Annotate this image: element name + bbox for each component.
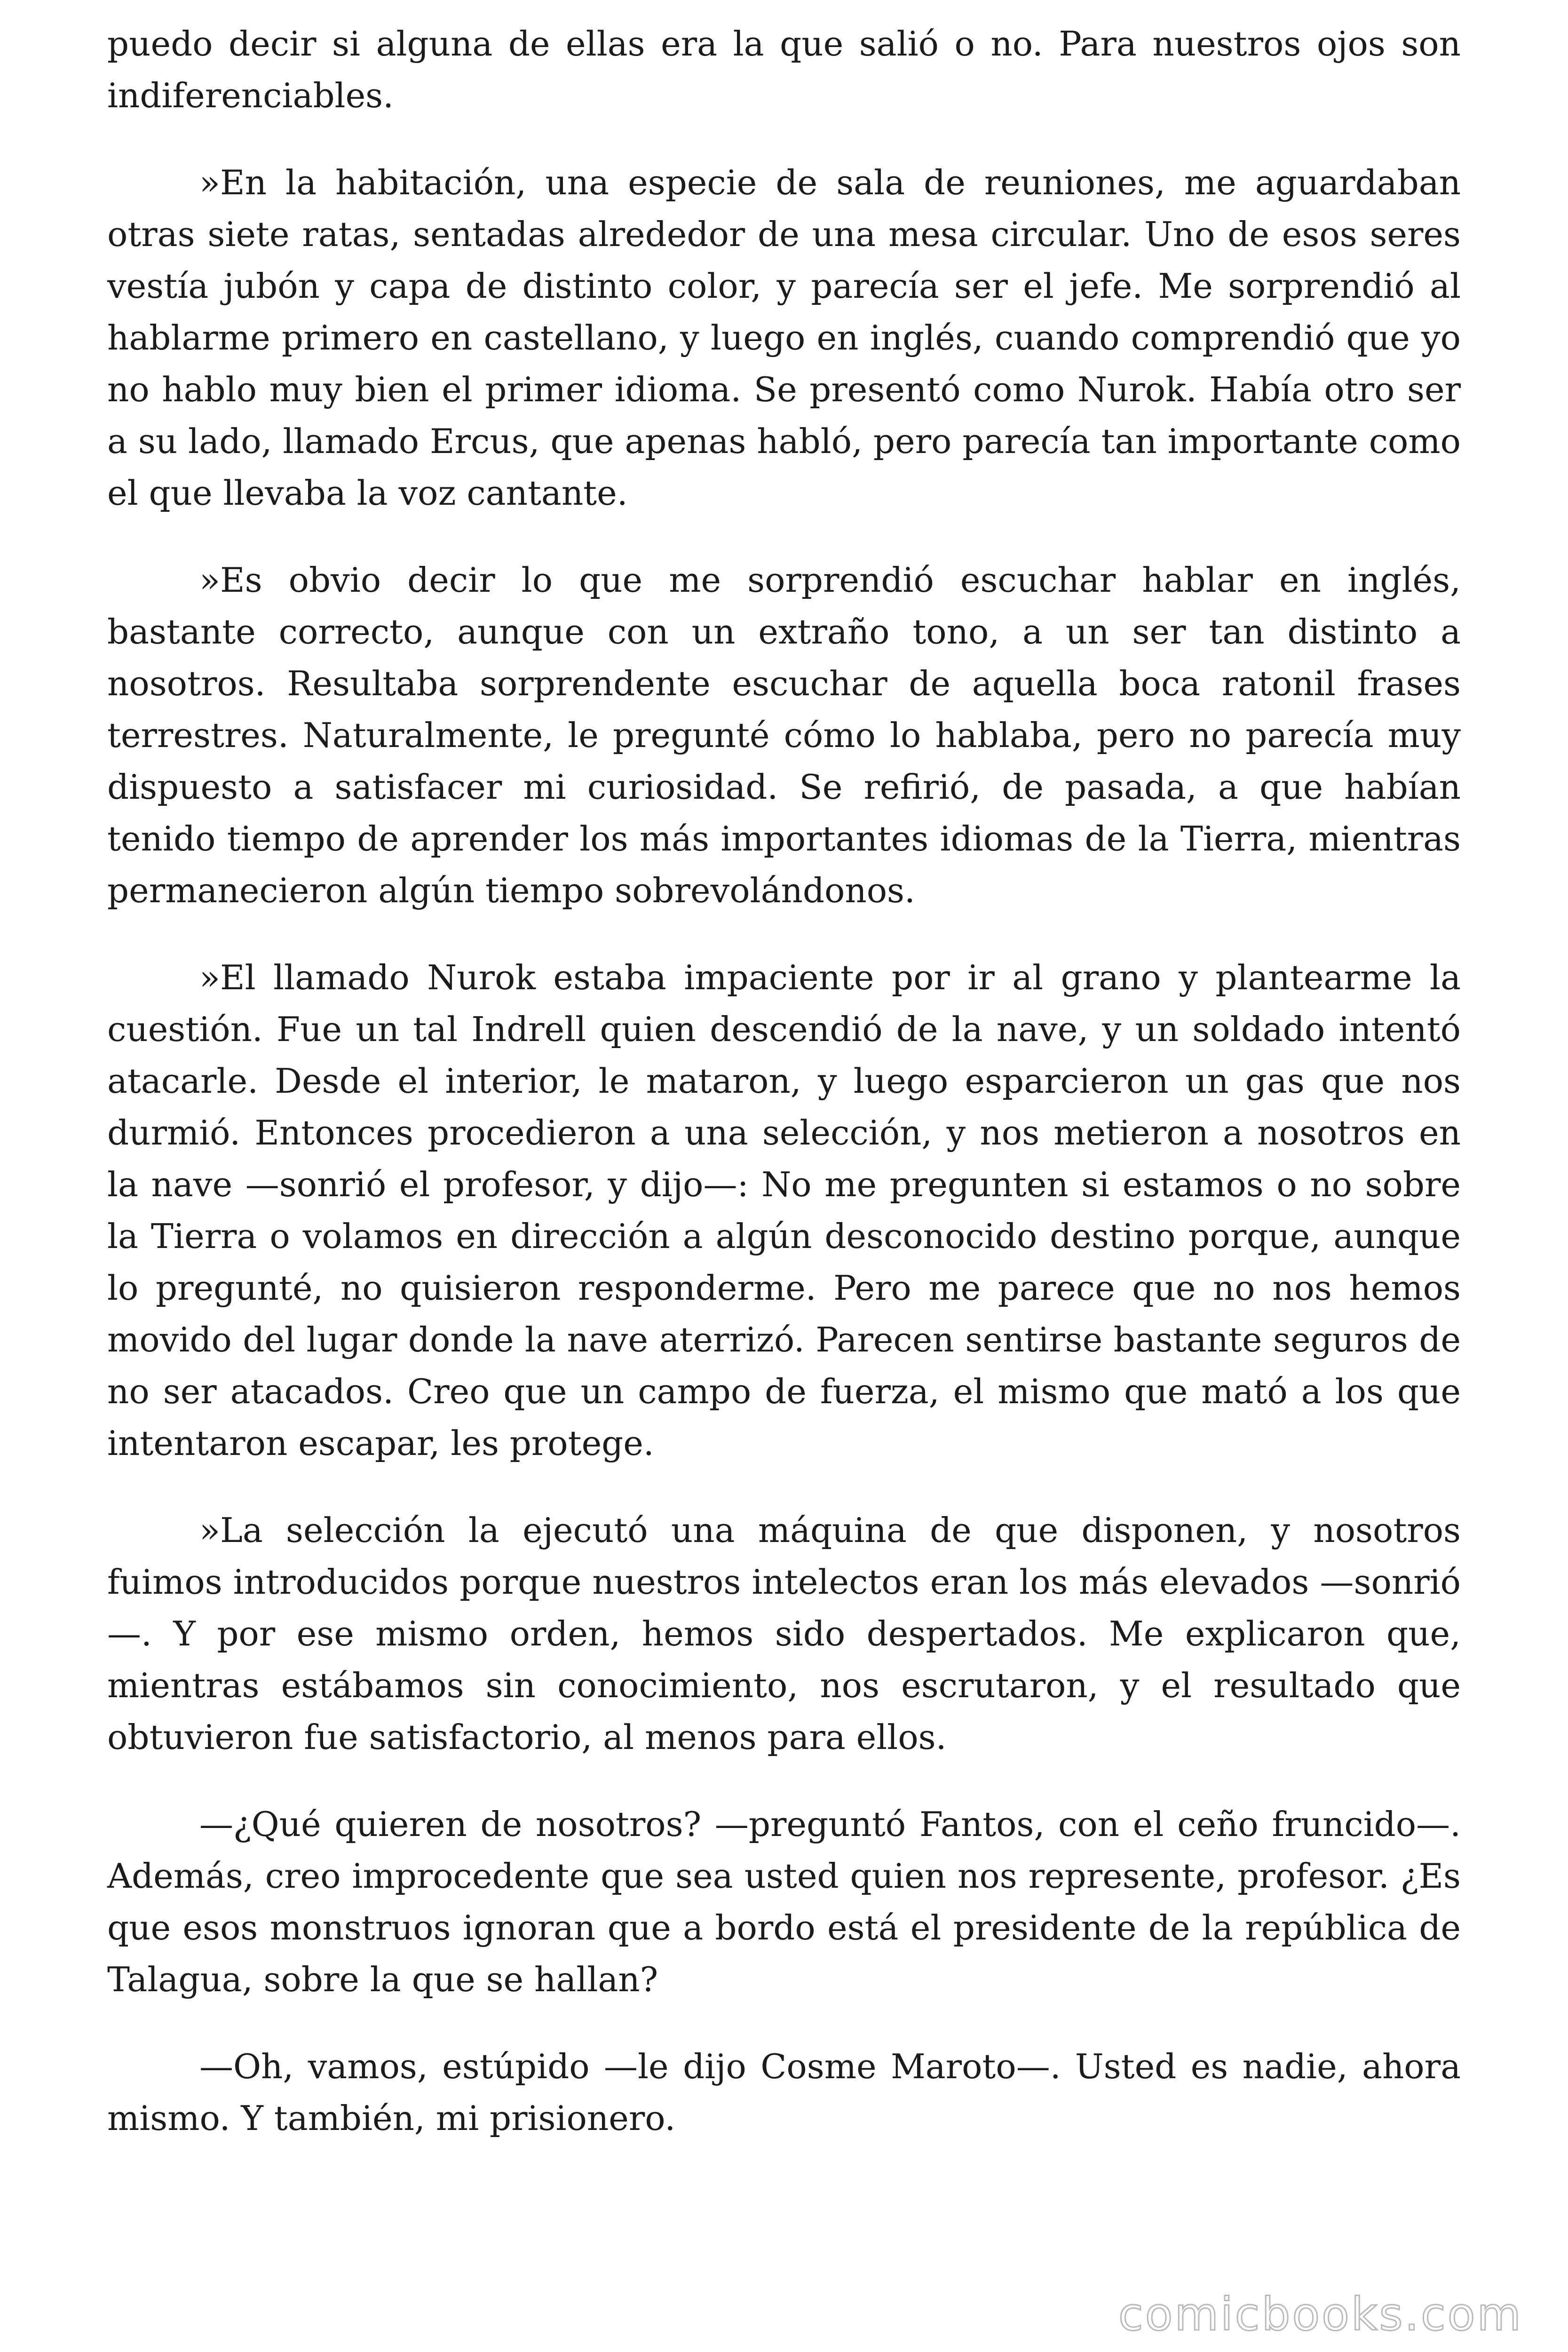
paragraph-4: »El llamado Nurok estaba impaciente por ir al grano y plantearme la cuestión. Fue un tal Indrell quien descendió de la nave, y un soldado intentó atacarle. Desde el interior, le mataron, y luego esparcieron un gas que nos durmió. Entonces procedieron a una selección, y nos metieron a nosotros en la nave —sonrió el profesor, y dijo—: No me pregunten si estamos o no sobre la Tierra o volamos en dirección a algún desconocido destino porque, aunque lo pregunté, no quisieron responderme. Pero me parece que no nos hemos movido del lugar donde la nave aterrizó. Parecen sentirse bastante seguros de no ser atacados. Creo que un campo de fuerza, el mismo que mató a los que intentaron escapar, les protege.	[107, 958, 1461, 1463]
paragraph-7: —Oh, vamos, estúpido —le dijo Cosme Maroto—. Usted es nadie, ahora mismo. Y también, mi prisionero.	[107, 2047, 1461, 2138]
watermark: comicbooks.com	[1118, 2288, 1523, 2341]
paragraph-3: »Es obvio decir lo que me sorprendió escuchar hablar en inglés, bastante correcto, aunque con un extraño tono, a un ser tan distinto a nosotros. Resultaba sorprendente escuchar de aquella boca ratonil frases terrestres. Naturalmente, le pregunté cómo lo hablaba, pero no parecía muy dispuesto a satisfacer mi curiosidad. Se refirió, de pasada, a que habían tenido tiempo de aprender los más importantes idiomas de la Tierra, mientras permanecieron algún tiempo sobrevolándonos.	[107, 560, 1461, 910]
paragraph-2: »En la habitación, una especie de sala de reuniones, me aguardaban otras siete ratas, sentadas alrededor de una mesa circular. Uno de esos seres vestía jubón y capa de distinto color, y parecía ser el jefe. Me sorprendió al hablarme primero en castellano, y luego en inglés, cuando comprendió que yo no hablo muy bien el primer idioma. Se presentó como Nurok. Había otro ser a su lado, llamado Ercus, que apenas habló, pero parecía tan importante como el que llevaba la voz cantante.	[107, 163, 1461, 513]
book-page	[107, 18, 1461, 2179]
paragraph-5: »La selección la ejecutó una máquina de que disponen, y nosotros fuimos introducidos porque nuestros intelectos eran los más elevados —sonrió—. Y por ese mismo orden, hemos sido despertados. Me explicaron que, mientras estábamos sin conocimiento, nos escrutaron, y el resultado que obtuvieron fue satisfactorio, al menos para ellos.	[107, 1510, 1461, 1757]
paragraph-1: puedo decir si alguna de ellas era la que salió o no. Para nuestros ojos son indiferenciables.	[107, 24, 1461, 115]
paragraph-6: —¿Qué quieren de nosotros? —preguntó Fantos, con el ceño fruncido—. Además, creo improcedente que sea usted quien nos represente, profesor. ¿Es que esos monstruos ignoran que a bordo está el presidente de la república de Talagua, sobre la que se hallan?	[107, 1804, 1461, 1999]
